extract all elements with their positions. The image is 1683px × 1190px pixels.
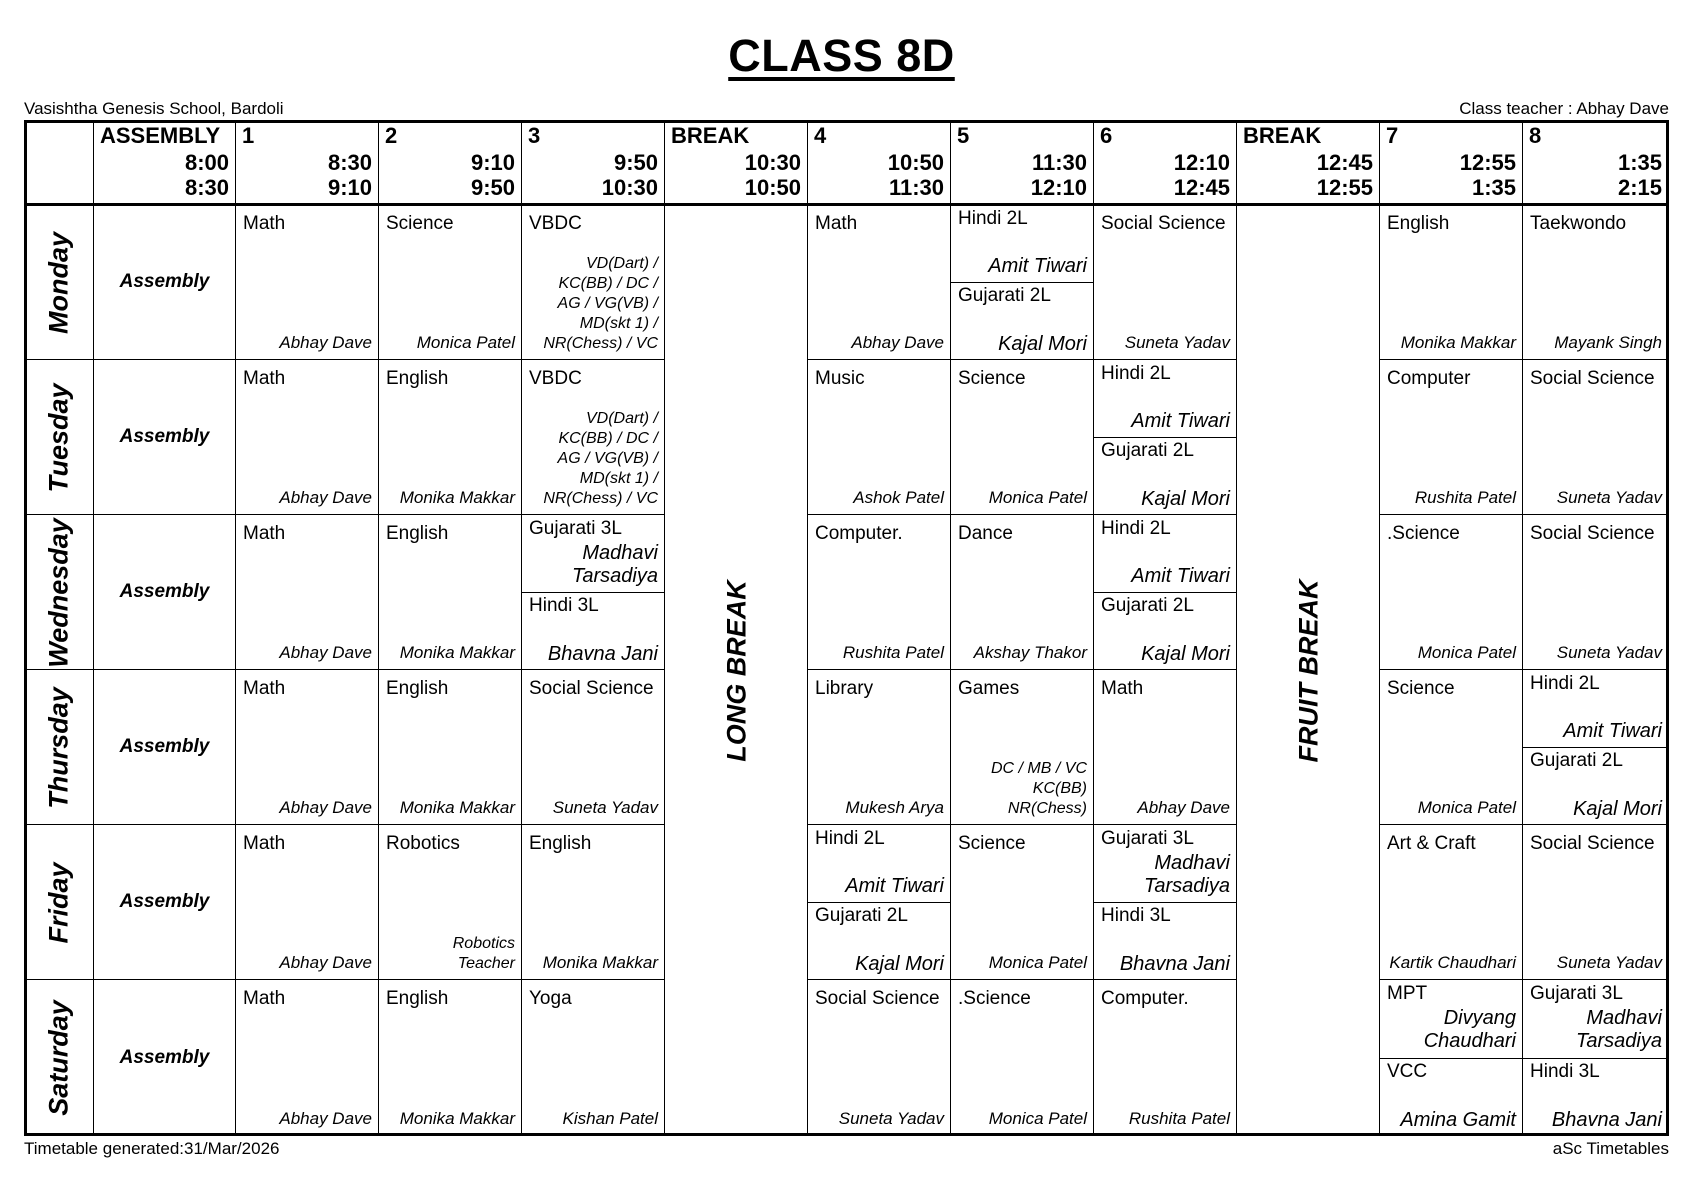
subject-name: English [386, 678, 449, 699]
lesson-cell [1523, 980, 1669, 1136]
subject-name: VCC [1387, 1061, 1428, 1082]
teacher-name: Kajal Mori [998, 333, 1087, 355]
lesson-cell [379, 825, 522, 980]
class-teacher: Class teacher : Abhay Dave [1459, 99, 1669, 118]
teacher-name: Monika Makkar [1400, 333, 1516, 352]
day-label-cell [24, 980, 94, 1136]
period-start: 12:45 [1316, 150, 1373, 175]
teacher-name: Bhavna Jani [1119, 953, 1230, 975]
subject-name: Social Science [815, 988, 940, 1009]
split-divider [808, 902, 950, 903]
subject-name: Music [815, 368, 865, 389]
subject-name: Math [243, 213, 286, 234]
lesson-cell [379, 515, 522, 670]
assembly-cell [94, 825, 236, 980]
teacher-name: Amit Tiwari [1131, 565, 1230, 587]
period-start: 12:55 [1459, 150, 1516, 175]
period-end: 11:30 [888, 175, 944, 200]
lesson-cell [1380, 515, 1523, 670]
lesson-cell [1094, 670, 1237, 825]
lesson-cell [1523, 205, 1669, 360]
subject-name: Math [243, 523, 286, 544]
lesson-cell [808, 980, 951, 1136]
period-name: 6 [1100, 123, 1113, 148]
lesson-cell [951, 825, 1094, 980]
subject-name: Math [243, 368, 286, 389]
teacher-name: Bhavna Jani [547, 643, 658, 665]
activity-note: DC / MB / VC KC(BB) NR(Chess) [990, 760, 1087, 817]
school-name: Vasishtha Genesis School, Bardoli [24, 99, 284, 118]
period-header [236, 120, 379, 205]
subject-name: MPT [1387, 983, 1428, 1004]
assembly-cell [94, 205, 236, 360]
teacher-name: Amit Tiwari [1131, 410, 1230, 432]
split-lesson [522, 515, 664, 592]
subject-name: Gujarati 3L [1101, 828, 1194, 849]
subject-name: Science [958, 833, 1026, 854]
subject-name: Dance [958, 523, 1013, 544]
lesson-cell [808, 670, 951, 825]
teacher-name: Abhay Dave [279, 643, 372, 662]
teacher-name: Abhay Dave [279, 333, 372, 352]
day-label: Saturday [43, 1000, 74, 1116]
teacher-name: Kishan Patel [562, 1109, 658, 1128]
long-break-column [665, 205, 808, 1136]
lesson-cell [951, 360, 1094, 515]
subject-name: Social Science [1101, 213, 1226, 234]
teacher-name: Amit Tiwari [1563, 720, 1662, 742]
teacher-name: Monika Makkar [399, 643, 515, 662]
lesson-cell [1094, 825, 1237, 980]
subject-name: Gujarati 3L [1530, 983, 1623, 1004]
lesson-cell [951, 670, 1094, 825]
subject-name: English [1387, 213, 1450, 234]
lesson-cell [1523, 670, 1669, 825]
split-divider [1094, 437, 1236, 438]
period-start: 10:30 [744, 150, 801, 175]
split-lesson [522, 592, 664, 670]
period-header [665, 120, 808, 205]
lesson-cell [1380, 670, 1523, 825]
page-title: CLASS 8D [728, 30, 955, 81]
teacher-name: Monica Patel [1417, 643, 1516, 662]
subject-name: Yoga [529, 988, 572, 1009]
day-label-cell [24, 670, 94, 825]
split-lesson [1523, 980, 1668, 1058]
teacher-name: Amit Tiwari [845, 875, 944, 897]
period-header [1094, 120, 1237, 205]
lesson-cell [522, 360, 665, 515]
subject-name: .Science [958, 988, 1031, 1009]
teacher-name: Monika Makkar [399, 1109, 515, 1128]
subject-name: Robotics [386, 833, 460, 854]
split-lesson [1380, 980, 1522, 1058]
day-label: Tuesday [43, 382, 74, 493]
lesson-cell [236, 360, 379, 515]
teacher-name: Monika Makkar [542, 953, 658, 972]
lesson-cell [236, 980, 379, 1136]
period-start: 12:10 [1173, 150, 1230, 175]
split-divider [1380, 1058, 1522, 1059]
day-label-cell [24, 205, 94, 360]
subject-name: Gujarati 2L [958, 285, 1051, 306]
break-label: FRUIT BREAK [1293, 579, 1323, 762]
teacher-name: Kajal Mori [855, 953, 944, 975]
lesson-cell [522, 980, 665, 1136]
subject-name: VBDC [529, 368, 582, 389]
split-divider [1094, 902, 1236, 903]
period-name: 3 [528, 123, 541, 148]
teacher-name: Mayank Singh [1554, 333, 1662, 352]
split-lesson [1094, 902, 1236, 980]
teacher-name: Madhavi Tarsadiya [1576, 1007, 1662, 1052]
teacher-name: Suneta Yadav [1556, 953, 1662, 972]
period-start: 8:30 [327, 150, 372, 175]
period-end: 10:30 [601, 175, 658, 200]
period-header [1523, 120, 1669, 205]
period-start: 8:00 [184, 150, 229, 175]
subject-name: English [529, 833, 592, 854]
split-divider [1094, 592, 1236, 593]
split-lesson [1523, 747, 1668, 825]
period-end: 2:15 [1617, 175, 1662, 200]
period-name: 8 [1529, 123, 1542, 148]
activity-note: Robotics Teacher [452, 935, 515, 972]
period-start: 9:50 [613, 150, 658, 175]
period-end: 12:10 [1030, 175, 1087, 200]
subject-name: Games [958, 678, 1020, 699]
teacher-name: Suneta Yadav [838, 1109, 944, 1128]
teacher-name: Ashok Patel [853, 488, 944, 507]
teacher-name: Monica Patel [988, 488, 1087, 507]
subject-name: Science [958, 368, 1026, 389]
subject-name: English [386, 523, 449, 544]
teacher-name: Abhay Dave [851, 333, 944, 352]
teacher-name: Amina Gamit [1400, 1109, 1516, 1131]
teacher-name: Abhay Dave [279, 1109, 372, 1128]
lesson-cell [951, 980, 1094, 1136]
subject-name: Computer [1387, 368, 1471, 389]
teacher-name: Kajal Mori [1573, 798, 1662, 820]
header-rule [24, 203, 1669, 206]
subject-name: Hindi 2L [1101, 363, 1171, 384]
split-lesson [1523, 670, 1668, 747]
assembly-label: Assembly [119, 426, 210, 447]
split-lesson [1094, 515, 1236, 592]
corner-cell [24, 120, 94, 205]
split-lesson [951, 282, 1093, 360]
lesson-cell [1094, 360, 1237, 515]
teacher-name: Madhavi Tarsadiya [572, 542, 658, 587]
teacher-name: Abhay Dave [279, 798, 372, 817]
subject-name: English [386, 368, 449, 389]
subject-name: Taekwondo [1530, 213, 1627, 234]
teacher-name: Suneta Yadav [1124, 333, 1230, 352]
teacher-name: Kartik Chaudhari [1389, 953, 1516, 972]
period-header [808, 120, 951, 205]
period-name: BREAK [1243, 123, 1322, 148]
lesson-cell [1380, 980, 1523, 1136]
teacher-name: Suneta Yadav [552, 798, 658, 817]
fruit-break-column [1237, 205, 1380, 1136]
lesson-cell [236, 825, 379, 980]
split-divider [522, 592, 664, 593]
period-name: 2 [385, 123, 398, 148]
activity-note: VD(Dart) / KC(BB) / DC / AG / VG(VB) / MD(skt 1) / NR(Chess) / VC [543, 255, 658, 352]
assembly-label: Assembly [119, 1046, 210, 1068]
lesson-cell [522, 515, 665, 670]
teacher-name: Abhay Dave [279, 953, 372, 972]
period-header [1380, 120, 1523, 205]
subject-name: Social Science [1530, 523, 1655, 544]
split-lesson [1523, 1058, 1668, 1136]
period-end: 9:10 [327, 175, 372, 200]
teacher-name: Monika Makkar [399, 798, 515, 817]
subject-name: Art & Craft [1387, 833, 1476, 854]
lesson-cell [1523, 360, 1669, 515]
lesson-cell [522, 205, 665, 360]
assembly-cell [94, 360, 236, 515]
subject-name: Hindi 2L [1530, 673, 1600, 694]
teacher-name: Suneta Yadav [1556, 643, 1662, 662]
subject-name: .Science [1387, 523, 1460, 544]
period-name: 5 [957, 123, 970, 148]
lesson-cell [951, 515, 1094, 670]
subject-name: Computer. [1101, 988, 1189, 1009]
period-start: 10:50 [887, 150, 944, 175]
lesson-cell [808, 360, 951, 515]
split-lesson [1094, 592, 1236, 670]
split-divider [1523, 1058, 1668, 1059]
teacher-name: Madhavi Tarsadiya [1144, 852, 1230, 897]
period-name: 7 [1386, 123, 1399, 148]
teacher-name: Abhay Dave [279, 488, 372, 507]
subject-name: Math [243, 833, 286, 854]
subject-name: Gujarati 2L [1101, 595, 1194, 616]
subject-name: English [386, 988, 449, 1009]
split-lesson [951, 205, 1093, 282]
lesson-cell [236, 515, 379, 670]
teacher-name: Akshay Thakor [973, 643, 1087, 662]
split-divider [951, 282, 1093, 283]
split-lesson [1094, 360, 1236, 437]
day-label-cell [24, 515, 94, 670]
teacher-name: Monica Patel [988, 953, 1087, 972]
period-name: ASSEMBLY [100, 123, 221, 148]
day-label-cell [24, 360, 94, 515]
lesson-cell [236, 670, 379, 825]
split-lesson [808, 902, 950, 980]
lesson-cell [379, 980, 522, 1136]
subject-name: Social Science [1530, 368, 1655, 389]
split-divider [1523, 747, 1668, 748]
teacher-name: Rushita Patel [842, 643, 944, 662]
lesson-cell [522, 670, 665, 825]
lesson-cell [522, 825, 665, 980]
teacher-name: Abhay Dave [1137, 798, 1230, 817]
teacher-name: Monica Patel [1417, 798, 1516, 817]
lesson-cell [1523, 515, 1669, 670]
period-name: 1 [242, 123, 255, 148]
subject-name: Science [386, 213, 454, 234]
subject-name: Social Science [529, 678, 654, 699]
period-name: 4 [814, 123, 827, 148]
subject-name: Social Science [1530, 833, 1655, 854]
teacher-name: Suneta Yadav [1556, 488, 1662, 507]
subject-name: Gujarati 2L [815, 905, 908, 926]
lesson-cell [1523, 825, 1669, 980]
subject-name: Science [1387, 678, 1455, 699]
lesson-cell [808, 515, 951, 670]
teacher-name: Monica Patel [416, 333, 515, 352]
lesson-cell [1094, 515, 1237, 670]
subject-name: Math [815, 213, 858, 234]
period-header [1237, 120, 1380, 205]
teacher-name: Kajal Mori [1141, 488, 1230, 510]
teacher-name: Bhavna Jani [1551, 1109, 1662, 1131]
subject-name: VBDC [529, 213, 582, 234]
activity-note: VD(Dart) / KC(BB) / DC / AG / VG(VB) / MD(skt 1) / NR(Chess) / VC [543, 410, 658, 507]
assembly-label: Assembly [119, 271, 210, 292]
period-end: 1:35 [1471, 175, 1516, 200]
lesson-cell [379, 670, 522, 825]
day-label: Monday [43, 231, 74, 334]
period-name: BREAK [671, 123, 750, 148]
teacher-name: Rushita Patel [1128, 1109, 1230, 1128]
lesson-cell [808, 825, 951, 980]
assembly-cell [94, 980, 236, 1136]
lesson-cell [1094, 980, 1237, 1136]
subject-name: Math [1101, 678, 1144, 699]
teacher-name: Monica Patel [988, 1109, 1087, 1128]
subject-name: Hindi 2L [815, 828, 885, 849]
subject-name: Hindi 2L [958, 208, 1028, 229]
period-header [379, 120, 522, 205]
assembly-label: Assembly [119, 736, 210, 757]
period-header [94, 120, 236, 205]
period-start: 1:35 [1617, 150, 1662, 175]
generator-credit: aSc Timetables [1552, 1139, 1669, 1158]
subject-name: Math [243, 678, 286, 699]
split-lesson [1380, 1058, 1522, 1136]
period-header [951, 120, 1094, 205]
lesson-cell [1094, 205, 1237, 360]
period-end: 8:30 [184, 175, 229, 200]
subject-name: Hindi 3L [1101, 905, 1171, 926]
lesson-cell [1380, 360, 1523, 515]
subject-name: Gujarati 3L [529, 518, 622, 539]
break-label: LONG BREAK [721, 579, 751, 762]
teacher-name: Rushita Patel [1414, 488, 1516, 507]
period-end: 12:45 [1173, 175, 1230, 200]
generated-date: Timetable generated:31/Mar/2026 [24, 1139, 280, 1158]
lesson-cell [379, 360, 522, 515]
day-label: Thursday [43, 686, 74, 809]
period-end: 9:50 [470, 175, 515, 200]
lesson-cell [236, 205, 379, 360]
period-header [522, 120, 665, 205]
subject-name: Computer. [815, 523, 903, 544]
day-label: Friday [43, 861, 74, 944]
assembly-cell [94, 515, 236, 670]
assembly-label: Assembly [119, 581, 210, 602]
subject-name: Hindi 3L [529, 595, 599, 616]
teacher-name: Kajal Mori [1141, 643, 1230, 665]
lesson-cell [379, 205, 522, 360]
split-lesson [1094, 825, 1236, 902]
subject-name: Hindi 2L [1101, 518, 1171, 539]
period-start: 11:30 [1031, 150, 1087, 175]
period-end: 10:50 [744, 175, 801, 200]
split-lesson [808, 825, 950, 902]
teacher-name: Mukesh Arya [845, 798, 944, 817]
lesson-cell [951, 205, 1094, 360]
assembly-label: Assembly [119, 891, 210, 912]
lesson-cell [1380, 205, 1523, 360]
assembly-cell [94, 670, 236, 825]
lesson-cell [1380, 825, 1523, 980]
subject-name: Gujarati 2L [1530, 750, 1623, 771]
subject-name: Math [243, 988, 286, 1009]
day-label: Wednesday [43, 517, 74, 668]
timetable-grid [24, 120, 1669, 1136]
period-start: 9:10 [470, 150, 515, 175]
teacher-name: Monika Makkar [399, 488, 515, 507]
lesson-cell [808, 205, 951, 360]
split-lesson [1094, 437, 1236, 515]
teacher-name: Amit Tiwari [988, 255, 1087, 277]
day-label-cell [24, 825, 94, 980]
teacher-name: Divyang Chaudhari [1423, 1007, 1516, 1052]
subject-name: Gujarati 2L [1101, 440, 1194, 461]
period-end: 12:55 [1316, 175, 1373, 200]
subject-name: Library [815, 678, 874, 699]
subject-name: Hindi 3L [1530, 1061, 1600, 1082]
